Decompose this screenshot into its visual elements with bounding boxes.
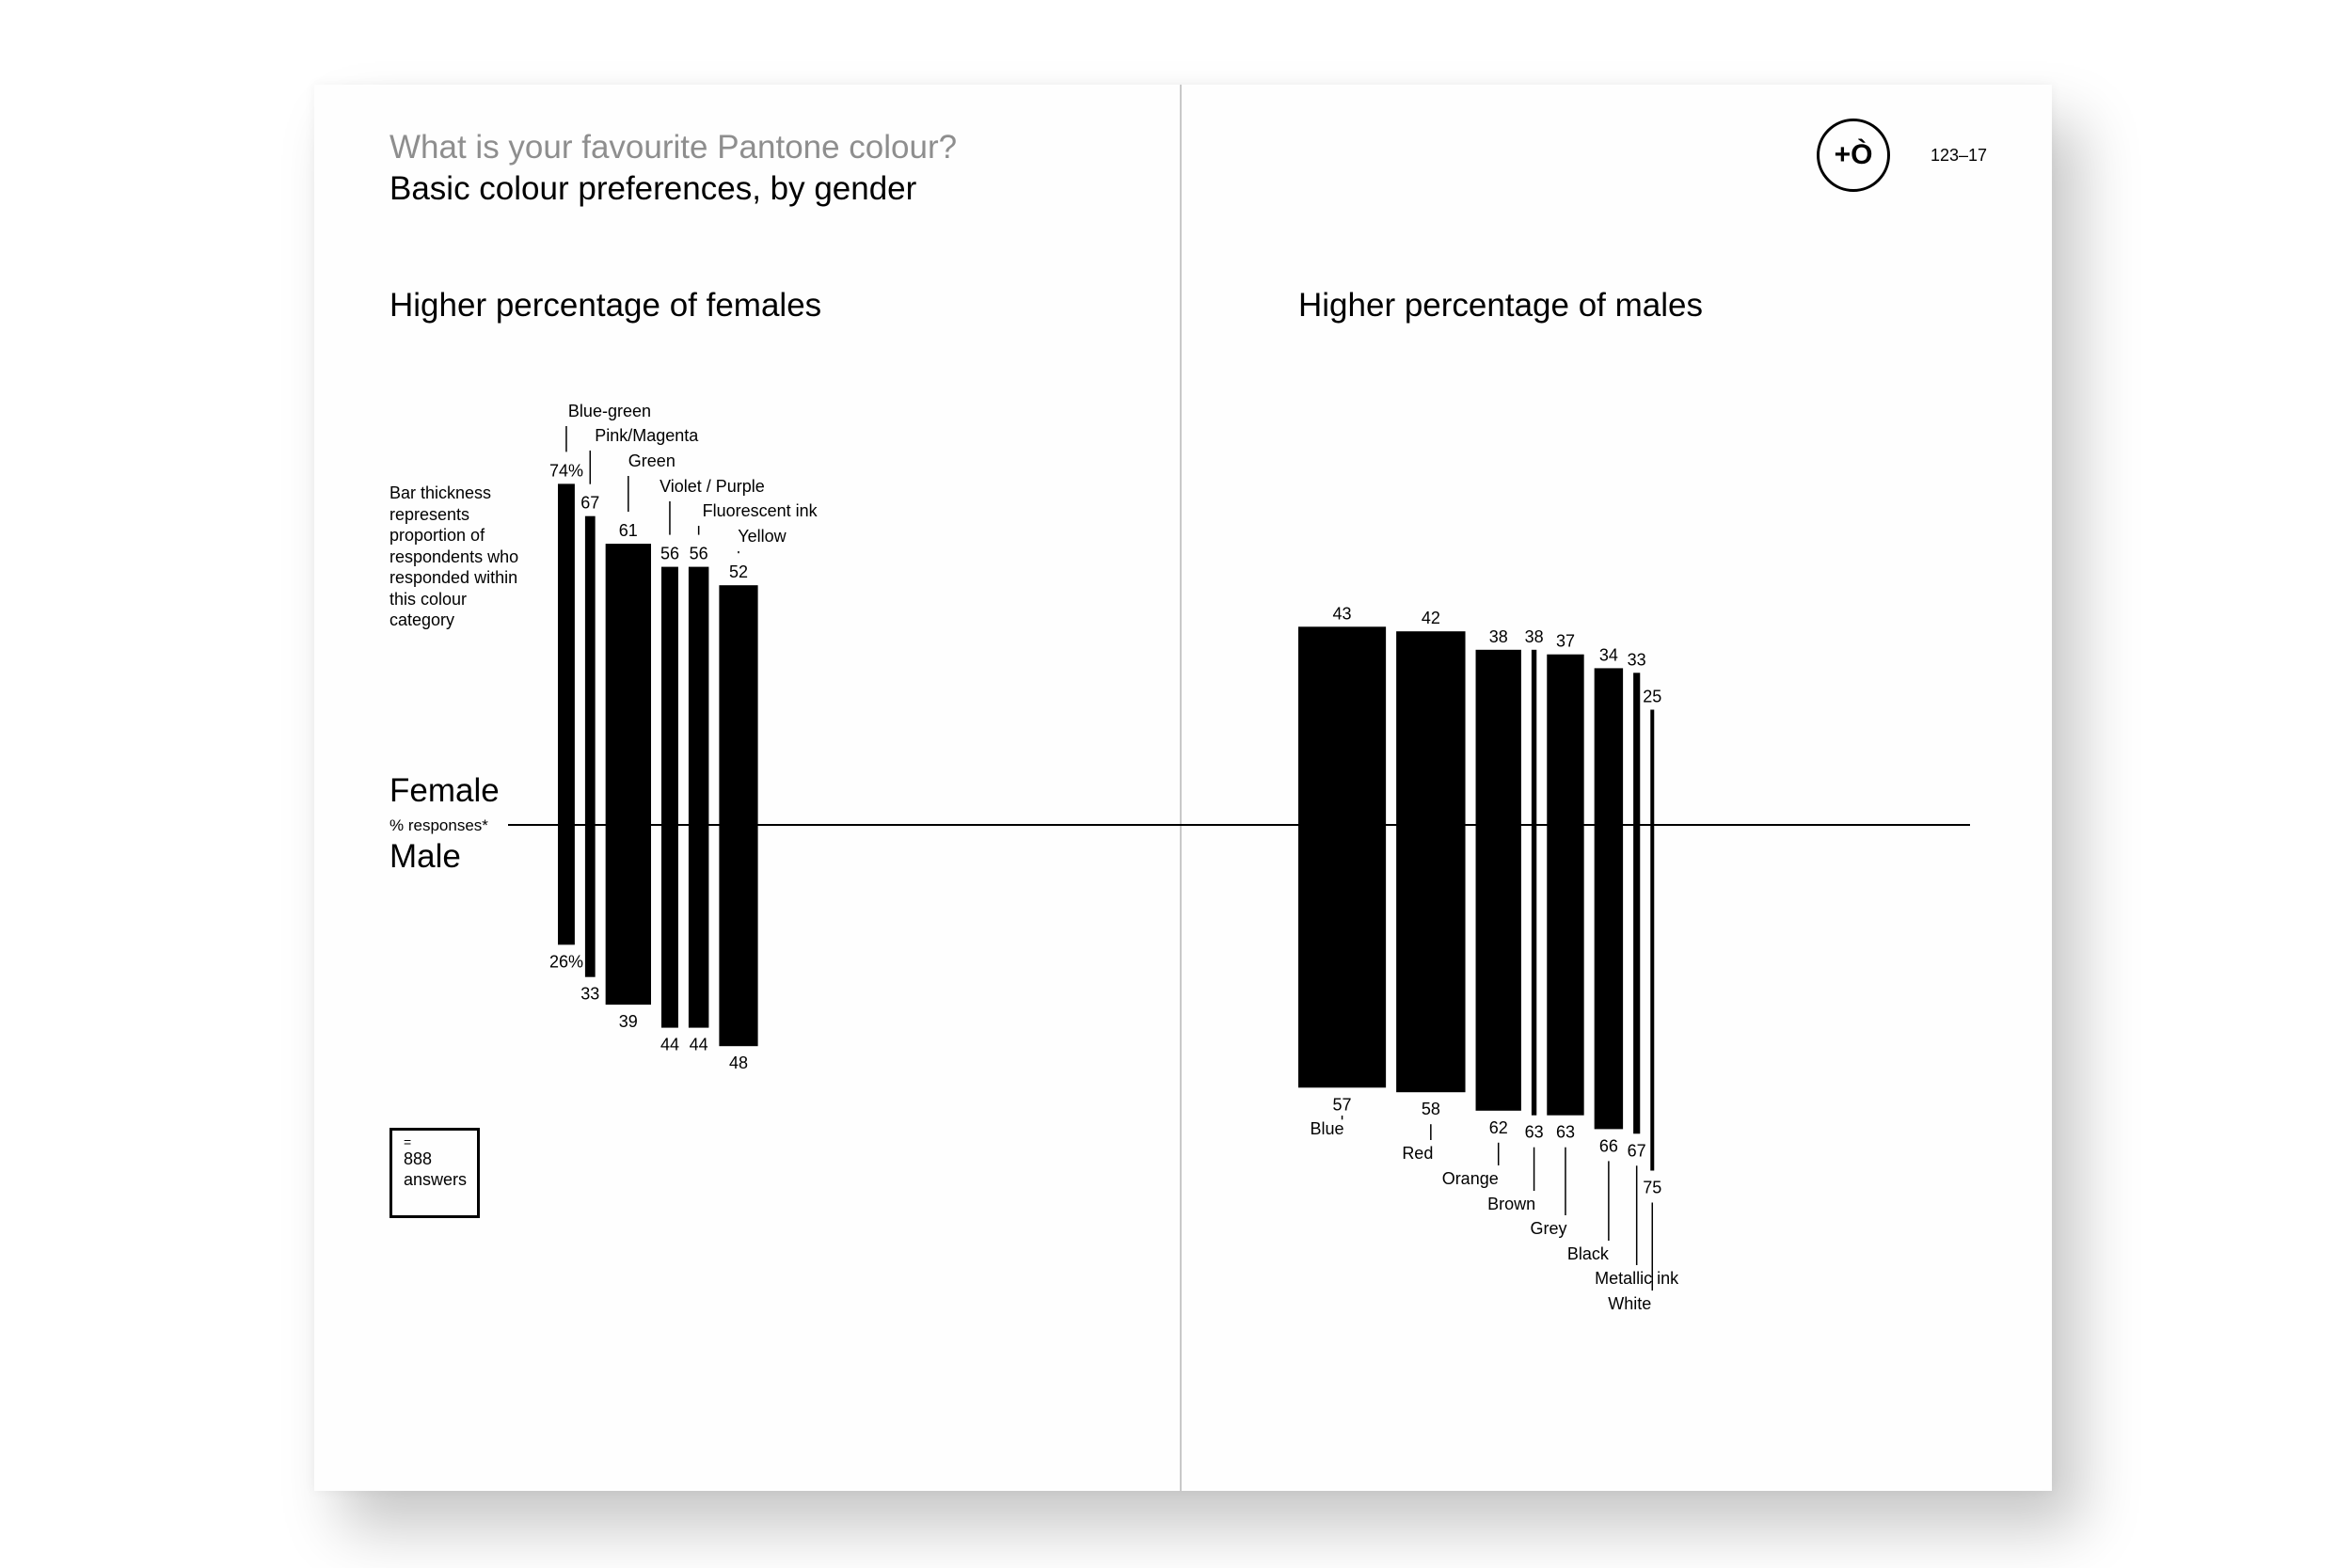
value-label-male-blue: 57 bbox=[1332, 1095, 1352, 1115]
category-label-fluorescent-ink: Fluorescent ink bbox=[702, 501, 818, 520]
value-label-female-fluorescent-ink: 56 bbox=[689, 544, 708, 563]
bar-violet-purple bbox=[661, 567, 678, 1028]
category-label-orange: Orange bbox=[1441, 1169, 1499, 1188]
category-label-metallic-ink: Metallic ink bbox=[1595, 1269, 1679, 1288]
bar-brown bbox=[1532, 650, 1536, 1116]
bar-yellow bbox=[719, 585, 757, 1046]
category-label-violet-purple: Violet / Purple bbox=[660, 477, 765, 496]
bar-metallic-ink bbox=[1633, 673, 1640, 1133]
section-heading-females: Higher percentage of females bbox=[389, 287, 822, 324]
page-number: 123–17 bbox=[1931, 146, 1988, 165]
value-label-male-green: 39 bbox=[618, 1012, 638, 1032]
value-label-female-blue: 43 bbox=[1332, 604, 1352, 624]
value-label-male-blue-green: 26% bbox=[548, 952, 583, 972]
value-label-female-violet-purple: 56 bbox=[660, 544, 679, 563]
bar-white bbox=[1650, 710, 1654, 1171]
bar-fluorescent-ink bbox=[689, 567, 708, 1028]
value-label-female-grey: 37 bbox=[1555, 631, 1575, 651]
value-label-female-red: 42 bbox=[1421, 609, 1440, 628]
category-label-grey: Grey bbox=[1530, 1219, 1567, 1238]
value-label-male-brown: 63 bbox=[1524, 1122, 1544, 1142]
value-label-female-metallic-ink: 33 bbox=[1627, 650, 1646, 670]
category-label-blue: Blue bbox=[1310, 1119, 1344, 1138]
axis-label-female: Female bbox=[389, 772, 500, 809]
category-label-blue-green: Blue-green bbox=[567, 402, 651, 420]
value-label-female-blue-green: 74% bbox=[548, 461, 583, 481]
category-label-white: White bbox=[1608, 1294, 1652, 1313]
value-label-female-brown: 38 bbox=[1524, 626, 1544, 646]
axis-label-responses: % responses* bbox=[389, 816, 488, 834]
bar-red bbox=[1396, 631, 1465, 1092]
bar-blue bbox=[1298, 626, 1386, 1087]
value-label-male-orange: 62 bbox=[1488, 1117, 1508, 1137]
axis-label-male: Male bbox=[389, 838, 461, 875]
logo-text: +Ò bbox=[1834, 139, 1873, 170]
value-label-female-pink-magenta: 67 bbox=[580, 493, 600, 513]
bar-green bbox=[606, 544, 651, 1005]
category-label-red: Red bbox=[1402, 1144, 1434, 1163]
bar-black bbox=[1595, 668, 1623, 1129]
value-label-male-pink-magenta: 33 bbox=[580, 984, 600, 1004]
section-heading-males: Higher percentage of males bbox=[1298, 287, 1703, 324]
legend-unit: answers bbox=[404, 1170, 468, 1189]
encoding-note: Bar thickness represents proportion of respondents who responded within this colour category bbox=[389, 483, 519, 629]
value-label-male-red: 58 bbox=[1421, 1100, 1440, 1119]
category-label-green: Green bbox=[628, 451, 675, 470]
bar-blue-green bbox=[558, 483, 575, 944]
category-label-pink-magenta: Pink/Magenta bbox=[595, 426, 699, 445]
category-label-yellow: Yellow bbox=[738, 527, 787, 546]
value-label-male-grey: 63 bbox=[1555, 1122, 1575, 1142]
bar-pink-magenta bbox=[585, 516, 596, 977]
category-label-brown: Brown bbox=[1487, 1195, 1536, 1213]
value-label-male-metallic-ink: 67 bbox=[1627, 1141, 1646, 1161]
value-label-male-white: 75 bbox=[1643, 1178, 1662, 1197]
value-label-male-fluorescent-ink: 44 bbox=[689, 1035, 708, 1054]
value-label-female-yellow: 52 bbox=[728, 562, 749, 582]
value-label-female-orange: 38 bbox=[1488, 626, 1508, 646]
legend-count: 888 bbox=[404, 1149, 433, 1168]
chart-title: Basic colour preferences, by gender bbox=[389, 170, 917, 207]
bar-grey bbox=[1547, 655, 1583, 1116]
value-label-male-yellow: 48 bbox=[728, 1053, 749, 1073]
legend-symbol: = bbox=[404, 1134, 412, 1149]
value-label-male-black: 66 bbox=[1598, 1136, 1618, 1156]
value-label-male-violet-purple: 44 bbox=[660, 1035, 679, 1054]
value-label-female-black: 34 bbox=[1598, 645, 1618, 665]
value-label-female-white: 25 bbox=[1643, 687, 1662, 706]
question-text: What is your favourite Pantone colour? bbox=[389, 129, 958, 166]
category-label-black: Black bbox=[1566, 1244, 1609, 1263]
value-label-female-green: 61 bbox=[618, 521, 638, 541]
bar-orange bbox=[1476, 650, 1521, 1111]
